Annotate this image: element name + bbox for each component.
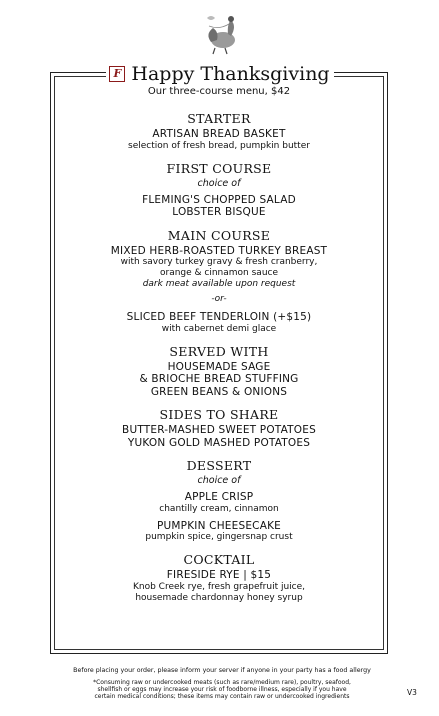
menu-item-note: dark meat available upon request (142, 279, 296, 289)
consumption-warning: *Consuming raw or undercooked meats (such as rare/medium rare), poultry, seafood, (93, 679, 351, 686)
menu-item: & BRIOCHE BREAD STUFFING (139, 373, 299, 385)
section-heading: SIDES TO SHARE (159, 407, 279, 422)
page-title: Happy Thanksgiving (131, 63, 330, 85)
menu-item: LOBSTER BISQUE (172, 206, 266, 218)
menu-item-description: with savory turkey gravy & fresh cranberry, (120, 257, 318, 267)
flemings-logo-icon: F (109, 66, 125, 82)
or-divider: -or- (211, 294, 227, 304)
section-dessert (60, 458, 378, 543)
menu-item: SLICED BEEF TENDERLOIN (+$15) (126, 311, 312, 323)
menu-item-description: orange & cinnamon sauce (159, 268, 279, 278)
menu-item-description: chantilly cream, cinnamon (159, 503, 279, 514)
title-row (0, 61, 439, 87)
section-served-with (60, 344, 378, 399)
allergy-notice: Before placing your order, please inform your server if anyone in your party has a food allergy (73, 667, 371, 674)
consumption-warning: certain medical conditions; these items may contain raw or undercooked ingredients (94, 693, 350, 701)
menu-item: FIRESIDE RYE | $15 (166, 569, 272, 581)
menu-content (60, 86, 378, 613)
menu-item: HOUSEMADE SAGE (167, 360, 271, 373)
menu-item: ARTISAN BREAD BASKET (152, 128, 286, 140)
menu-item-description: housemade chardonnay honey syrup (135, 592, 303, 603)
version-label: V3 (407, 688, 417, 697)
menu-subtitle: Our three-course menu, $42 (147, 86, 291, 97)
choice-label: choice of (197, 177, 241, 189)
footer-disclaimer (72, 667, 372, 701)
section-heading: SERVED WITH (169, 343, 269, 359)
section-cocktail (60, 552, 378, 604)
menu-item-description: selection of fresh bread, pumpkin butter (128, 140, 310, 151)
section-heading: MAIN COURSE (167, 227, 271, 243)
menu-item: APPLE CRISP (184, 491, 254, 503)
section-main-course (60, 228, 378, 335)
section-heading: FIRST COURSE (166, 160, 272, 176)
menu-item: MIXED HERB-ROASTED TURKEY BREAST (110, 244, 328, 257)
section-heading: COCKTAIL (183, 552, 255, 567)
menu-item: YUKON GOLD MASHED POTATOES (127, 436, 311, 449)
section-heading: DESSERT (186, 458, 252, 473)
section-first-course (60, 161, 378, 219)
choice-label: choice of (197, 475, 241, 486)
consumption-warning: shellfish or eggs may increase your risk of foodborne illness, especially if you have (97, 686, 347, 694)
menu-item-description: with cabernet demi glace (161, 323, 277, 334)
section-sides (60, 407, 378, 449)
section-heading: STARTER (187, 111, 251, 126)
menu-item: BUTTER-MASHED SWEET POTATOES (122, 424, 316, 436)
menu-item: PUMPKIN CHEESECAKE (156, 519, 281, 532)
menu-item-description: Knob Creek rye, fresh grapefruit juice, (132, 581, 306, 592)
menu-item: GREEN BEANS & ONIONS (150, 385, 288, 398)
menu-item-description: pumpkin spice, gingersnap crust (145, 532, 293, 542)
decorative-turkey-illustration (201, 12, 243, 56)
menu-item: FLEMING'S CHOPPED SALAD (142, 193, 296, 206)
section-starter (60, 111, 378, 152)
